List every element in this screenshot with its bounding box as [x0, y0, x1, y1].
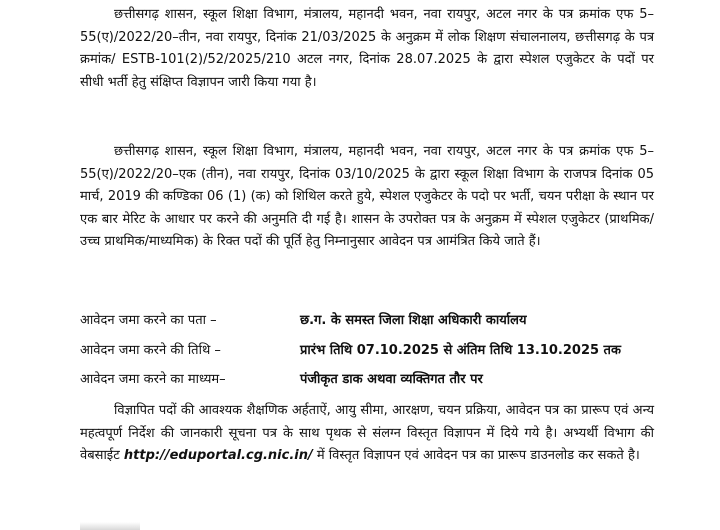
detail-label-address: आवेदन जमा करने का पता – — [80, 313, 217, 328]
detail-row-address — [80, 309, 680, 333]
detail-row-mode — [80, 368, 680, 392]
detail-label-mode: आवेदन जमा करने का माध्यम– — [80, 372, 226, 387]
download-instructions-text-end: में विस्तृत विज्ञापन एवं आवेदन पत्र का प्रारूप डाउनलोड कर सकते है। — [312, 448, 640, 464]
detail-value-mode: पंजीकृत डाक अथवा व्यक्तिगत तौर पर — [300, 372, 483, 387]
detail-value-date: प्रारंभ तिथि 07.10.2025 से अंतिम तिथि 13.10.2025 तक — [300, 343, 621, 358]
detail-value-address: छ.ग. के समस्त जिला शिक्षा अधिकारी कार्यालय — [300, 313, 527, 328]
cut-off-line-fragment — [80, 522, 140, 530]
detail-label-date: आवेदन जमा करने की तिथि – — [80, 343, 221, 358]
eduportal-link[interactable]: http://eduportal.cg.nic.in/ — [123, 448, 313, 464]
detail-row-date — [80, 339, 680, 363]
paragraph-recruitment-permission: छत्तीसगढ़ शासन, स्कूल शिक्षा विभाग, मंत्रालय, महानदी भवन, नवा रायपुर, अटल नगर के पत्र क्रमांक एफ 5–55(ए)/2022/20–एक (तीन), नवा रायपुर, दिनांक 03/10/2025 के द्वारा स्कूल शिक्षा विभाग के राजपत्र दिनांक 05 मार्च, 2019 की कण्डिका 06 (1) (क) को शिथिल करते हुये, स्पेशल एजुकेटर के पदो पर भर्ती, चयन परीक्षा के स्थान पर एक बार मेरिट के आधार पर करने की अनुमति दी गई है। शासन के उपरोक्त पत्र के अनुक्रम में स्पेशल एजुकेटर (प्राथमिक/उच्च प्राथमिक/माध्यमिक) के रिक्त पदों की पूर्ति हेतु निम्नानुसार आवेदन पत्र आमंत्रित किये जाते हैं। — [80, 144, 654, 250]
paragraph-download-instructions — [80, 400, 654, 468]
paragraph-advertisement-reference: छत्तीसगढ़ शासन, स्कूल शिक्षा विभाग, मंत्रालय, महानदी भवन, नवा रायपुर, अटल नगर के पत्र क्रमांक एफ 5–55(ए)/2022/20–तीन, नवा रायपुर, दिनांक 21/03/2025 के अनुक्रम में लोक शिक्षण संचालनालय, छत्तीसगढ़ के पत्र क्रमांक/ ESTB-101(2)/52/2025/210 अटल नगर, दिनांक 28.07.2025 के द्वारा स्पेशल एजुकेटर के पदों पर सीधी भर्ती हेतु संक्षिप्त विज्ञापन जारी किया गया है। — [80, 7, 654, 90]
download-instructions-text: विज्ञापित पदों की आवश्यक शैक्षणिक अर्हताऐं, आयु सीमा, आरक्षण, चयन प्रक्रिया, आवेदन पत्र का प्रारूप एवं अन्य महत्वपूर्ण निर्देश की जानकारी सूचना पत्र के साथ पृथक से संलग्न विस्तृत विज्ञापन में दिये गये है। अभ्यर्थी विभाग की वेबसाईट — [80, 403, 654, 464]
